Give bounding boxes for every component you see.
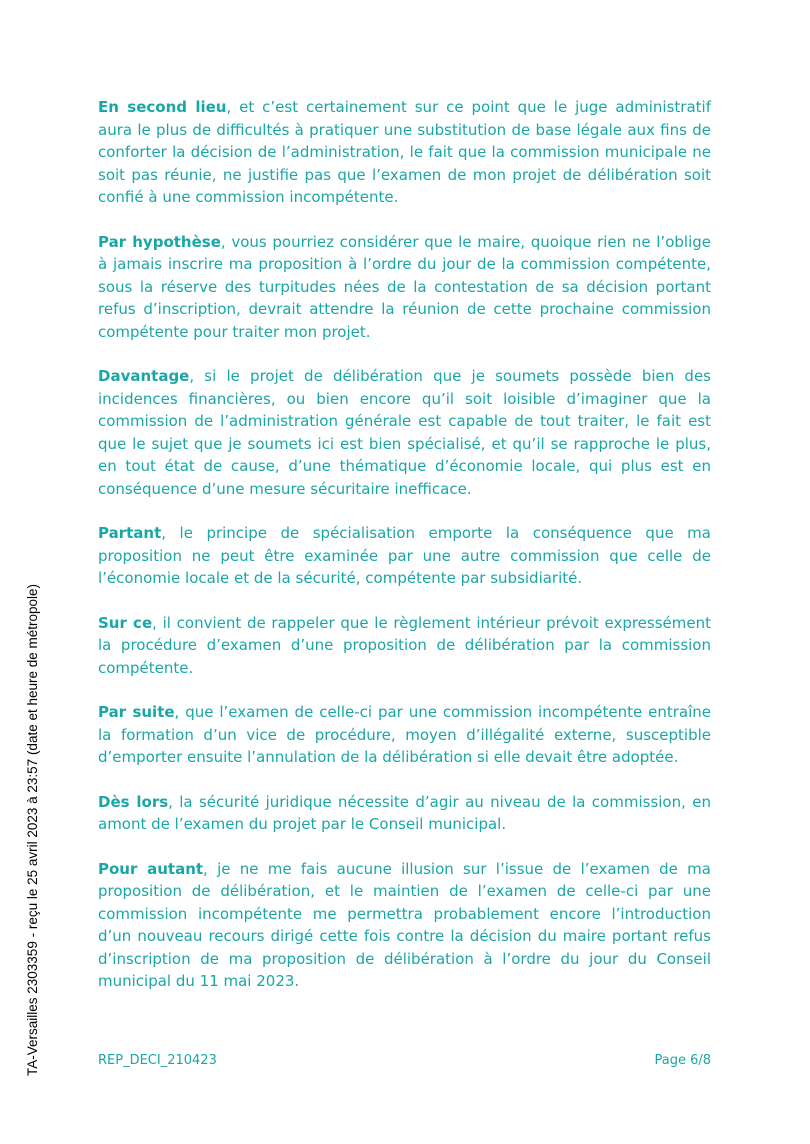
- paragraph-text: , la sécurité juridique nécessite d’agir au niveau de la commission, en amont de l’examen du projet par le Conseil municipal.: [98, 792, 711, 833]
- paragraph-lead: Davantage: [98, 367, 190, 385]
- paragraph: [98, 858, 711, 993]
- paragraph-text: , le principe de spécialisation emporte la conséquence que ma proposition ne peut être examinée par une autre commission que celle de l’économie locale et de la sécurité, compétente par subsidiarité.: [98, 524, 711, 587]
- paragraph-lead: Par hypothèse: [98, 232, 221, 251]
- paragraph-text: , si le projet de délibération que je soumets possède bien des incidences financières, ou bien encore qu’il soit loisible d’imaginer que la commission de l’administration générale est capable de tout traiter, le fait est que le sujet que je soumets ici est bien spécialisé, et qu’il se rapproche le plus, en tout état de cause, d’une thématique d’économie locale, qui plus est en conséquence d’une mesure sécuritaire inefficace.: [98, 367, 711, 498]
- paragraph-lead: Sur ce: [98, 613, 153, 632]
- paragraph-text: , vous pourriez considérer que le maire, quoique rien ne l’oblige à jamais inscrire ma proposition à l’ordre du jour de la commission compétente, sous la réserve des turpitudes nées de la contestation de sa décision portant refus d’inscription, devrait attendre la réunion de cette prochaine commission compétente pour traiter mon projet.: [98, 232, 711, 341]
- paragraph-text: , que l’examen de celle-ci par une commission incompétente entraîne la formation d’un vice de procédure, moyen d’illégalité externe, susceptible d’emporter ensuite l’annulation de la délibération si elle devait être adoptée.: [98, 703, 711, 766]
- court-receipt-stamp: TA-Versailles 2303359 - reçu le 25 avril 2023 à 23:57 (date et heure de métropole): [25, 583, 40, 1076]
- paragraph: [98, 96, 711, 209]
- paragraph-text: , et c’est certainement sur ce point que le juge administratif aura le plus de difficultés à pratiquer une substitution de base légale aux fins de conforter la décision de l’administration, le fait que la commission municipale ne soit pas réunie, ne justifie pas que l’examen de mon projet de délibération soit confié à une commission incompétente.: [98, 98, 711, 206]
- paragraph-lead: Par suite: [98, 703, 175, 721]
- paragraph-text: , je ne me fais aucune illusion sur l’issue de l’examen de ma proposition de délibération, et le maintien de l’examen de celle-ci par une commission incompétente me permettra probablement encore l’introduction d’un nouveau recours dirigé cette fois contre la décision du maire portant refus d’inscription de ma proposition de délibération à l’ordre du jour du Conseil municipal du 11 mai 2023.: [98, 859, 711, 990]
- paragraph: [98, 365, 711, 500]
- paragraph: [98, 701, 711, 769]
- paragraph-lead: En second lieu: [98, 98, 227, 116]
- paragraph-text: , il convient de rappeler que le règlement intérieur prévoit expressément la procédure d’examen d’une proposition de délibération par la commission compétente.: [98, 613, 711, 677]
- document-body: [98, 96, 711, 1015]
- page-number: Page 6/8: [654, 1053, 711, 1068]
- paragraph-lead: Partant: [98, 524, 162, 542]
- paragraph: [98, 522, 711, 590]
- paragraph: [98, 612, 711, 680]
- document-reference: REP_DECI_210423: [98, 1053, 217, 1068]
- page-footer: [98, 1053, 711, 1068]
- paragraph-lead: Dès lors: [98, 792, 169, 811]
- paragraph: [98, 231, 711, 344]
- paragraph-lead: Pour autant: [98, 859, 204, 878]
- paragraph: [98, 791, 711, 836]
